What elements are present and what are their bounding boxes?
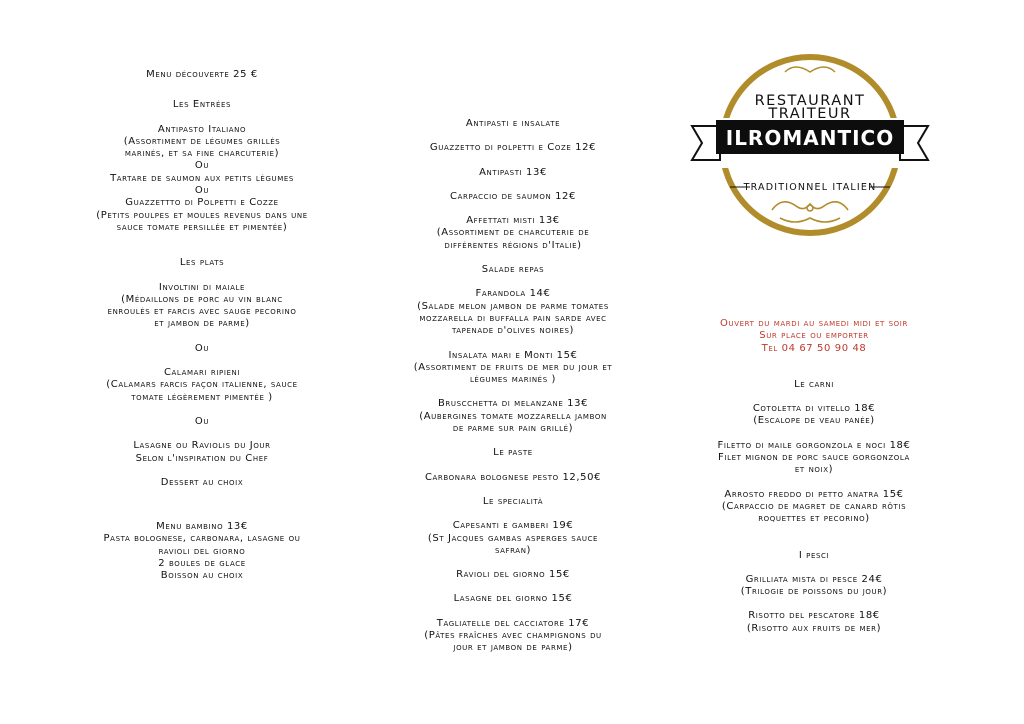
plat-line: Involtini di maiale: [158, 281, 246, 293]
bruschetta-item: [368, 398, 658, 435]
cotoletta-item: [680, 403, 948, 428]
antipasti-heading: Antipasti e insalate: [465, 118, 561, 129]
entrees-list: [62, 124, 342, 235]
bambino-menu: [62, 521, 342, 582]
bambino-line: Pasta bolognese, carbonara, lasagne ou: [103, 533, 301, 545]
entree-line: Ou: [194, 185, 210, 197]
menu-item: Carbonara bolognese pesto 12,50€: [424, 471, 602, 483]
item-line: Farandola 14€: [475, 288, 551, 300]
insalata-item: [368, 350, 658, 387]
item-line: Grilliata mista di pesce 24€: [745, 573, 883, 585]
item-line: Capesanti e gamberi 19€: [452, 520, 574, 532]
tagliatelle-item: [368, 618, 658, 655]
item-line: (Carpaccio de magret de canard rôtis: [721, 500, 907, 512]
logo-restaurant-text: RESTAURANT: [754, 93, 866, 109]
risotto-item: [680, 610, 948, 635]
right-column: [680, 318, 948, 635]
item-line: (Trilogie de poissons du jour): [740, 586, 888, 598]
ornament-top: [785, 67, 835, 72]
affettati-item: [368, 215, 658, 252]
plat-line: Selon l'inspiration du Chef: [135, 452, 269, 464]
plats-group-2: [62, 367, 342, 404]
plat-line: (Médaillons de porc au vin blanc: [121, 293, 283, 305]
item-line: mozzarella di buffalla pain sarde avec: [419, 312, 607, 324]
info-line: Sur place ou emporter: [759, 330, 869, 342]
item-line: Filet mignon de porc sauce gorgonzola: [718, 452, 910, 464]
logo-tagline: TRADITIONNEL ITALIEN: [743, 182, 877, 193]
carni-heading: Le carni: [794, 378, 834, 390]
bambino-line: Boisson au choix: [160, 570, 244, 582]
ou-separator: Ou: [194, 415, 210, 427]
item-line: Risotto del pescatore 18€: [748, 610, 880, 622]
item-line: différentes régions d'Italie): [444, 239, 582, 251]
menu-item: Ravioli del giorno 15€: [456, 569, 570, 581]
item-line: (Pâtes fraîches avec champignons du: [424, 630, 602, 642]
capesanti-item: [368, 520, 658, 557]
ribbon-tail-right: [900, 126, 928, 160]
specialita-heading: Le specialità: [482, 495, 544, 507]
logo-traiteur-text: TRAITEUR: [768, 106, 852, 122]
arrosto-item: [680, 489, 948, 526]
entree-line: (Assortiment de légumes grillés: [123, 135, 281, 147]
menu-item: Lasagne del giorno 15€: [453, 593, 573, 605]
left-column: [62, 69, 342, 583]
item-line: (Salade melon jambon de parme tomates: [417, 300, 609, 312]
entree-line: Antipasto Italiano: [157, 123, 247, 135]
item-line: tapenade d'olives noires): [451, 325, 575, 337]
menu-item: Carpaccio de saumon 12€: [450, 190, 576, 202]
menu-item: Guazzetto di polpetti e Coze 12€: [429, 142, 597, 154]
ribbon-tail-left: [692, 126, 720, 160]
entree-line: (Petits poulpes et moules revenus dans une: [96, 209, 308, 221]
item-line: Affettati misti 13€: [466, 215, 560, 227]
menu-title: Menu découverte 25 €: [146, 69, 258, 80]
ou-separator: Ou: [194, 342, 210, 354]
item-line: (Escalope de veau panée): [753, 415, 875, 427]
pesci-heading: I pesci: [798, 549, 830, 561]
grigliata-item: [680, 574, 948, 599]
item-line: de parme sur pain grillé): [452, 423, 574, 435]
menu-item: Antipasti 13€: [479, 166, 547, 178]
plat-line: Calamari ripieni: [163, 367, 241, 379]
item-line: légumes marinés ): [469, 374, 557, 386]
entree-line: Tartare de saumon aux petits légumes: [110, 172, 294, 184]
info-line: Ouvert du mardi au samedi midi et soir: [720, 318, 908, 329]
info-line: Tel 04 67 50 90 48: [761, 342, 867, 354]
plats-heading: Les plats: [179, 257, 225, 269]
plat-line: Lasagne ou Raviolis du Jour: [133, 440, 271, 452]
plat-line: (Calamars farcis façon italienne, sauce: [106, 379, 298, 391]
item-line: safran): [494, 544, 532, 556]
item-line: (Aubergines tomate mozzarella jambon: [419, 410, 607, 422]
item-line: et noix): [794, 464, 834, 476]
bambino-line: ravioli del giorno: [158, 545, 246, 557]
plats-group-1: [62, 282, 342, 331]
bambino-line: Menu bambino 13€: [156, 521, 248, 533]
entree-line: Ou: [194, 160, 210, 172]
plats-group-3: [62, 440, 342, 465]
bambino-line: 2 boules de glace: [158, 558, 246, 570]
plat-line: enroulés et farcis avec sauge pecorino: [107, 306, 297, 318]
filetto-item: [680, 440, 948, 477]
farandola-item: [368, 288, 658, 337]
item-line: (St Jacques gambas asperges sauce: [427, 532, 599, 544]
entree-line: marinés, et sa fine charcuterie): [124, 148, 280, 160]
dessert-line: Dessert au choix: [160, 476, 244, 488]
item-line: (Assortiment de fruits de mer du jour et: [413, 361, 613, 373]
entree-line: sauce tomate persillée et pimentée): [116, 221, 288, 233]
item-line: Tagliatelle del cacciatore 17€: [436, 617, 590, 629]
item-line: jour et jambon de parme): [453, 642, 573, 654]
entrees-heading: Les Entrées: [172, 99, 232, 111]
item-line: Insalata mari e Monti 15€: [448, 349, 578, 361]
ornament-bottom: [772, 202, 848, 222]
item-line: Filetto di maile gorgonzola e noci 18€: [717, 439, 911, 451]
restaurant-logo: [690, 50, 930, 240]
entree-line: Guazzettto di Polpetti e Cozze: [125, 197, 279, 209]
item-line: Bruscchetta di melanzane 13€: [437, 398, 589, 410]
item-line: Cotoletta di vitello 18€: [752, 403, 876, 415]
paste-heading: Le paste: [493, 447, 533, 459]
item-line: Arrosto freddo di petto anatra 15€: [724, 488, 904, 500]
opening-info: [680, 318, 948, 355]
middle-column: [368, 118, 658, 655]
item-line: (Risotto aux fruits de mer): [746, 622, 882, 634]
logo-brand-name: ILROMANTICO: [725, 126, 895, 150]
salade-heading: Salade repas: [481, 264, 545, 276]
item-line: (Assortiment de charcuterie de: [436, 227, 590, 239]
plat-line: et jambon de parme): [154, 318, 250, 330]
item-line: roquettes et pecorino): [758, 513, 870, 525]
plat-line: tomate légèrement pimentée ): [131, 391, 273, 403]
